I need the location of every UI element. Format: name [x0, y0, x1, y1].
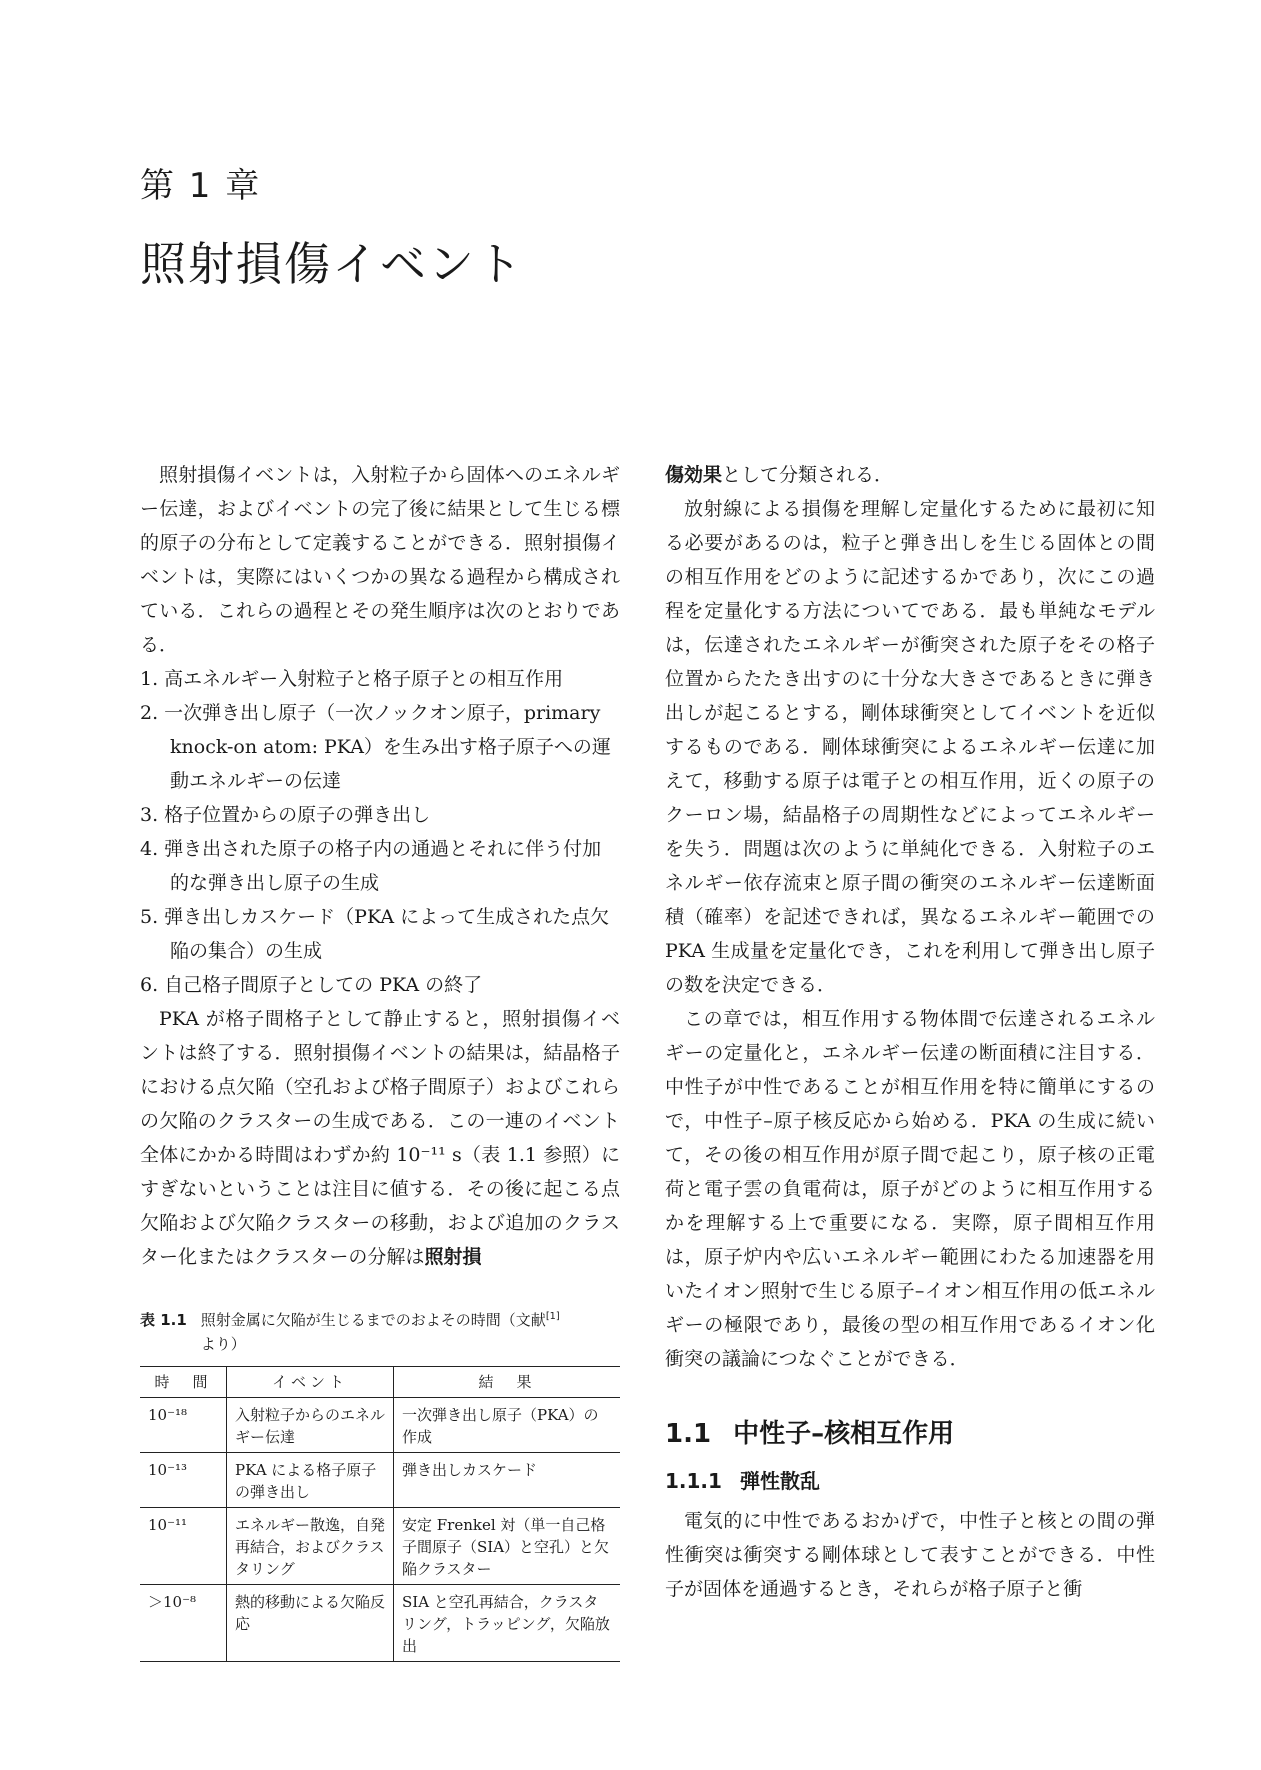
table-row: [140, 1508, 620, 1585]
chapter-title: 照射損傷イベント: [140, 237, 524, 291]
cell-time: 10⁻¹¹: [140, 1508, 227, 1585]
header-time: 時 間: [140, 1367, 227, 1398]
cell-result: 一次弾き出し原子（PKA）の作成: [394, 1398, 621, 1453]
caption-tail: より）: [200, 1335, 246, 1353]
table-caption-label: 表 1.1: [140, 1311, 187, 1329]
cell-time: ＞10⁻⁸: [140, 1585, 227, 1662]
pka-paragraph-bold: 照射損: [424, 1246, 482, 1268]
right-column: [665, 458, 1155, 1606]
table-row: [140, 1453, 620, 1508]
cell-time: 10⁻¹³: [140, 1453, 227, 1508]
subsection-heading: [665, 1464, 1155, 1498]
cell-result: 弾き出しカスケード: [394, 1453, 621, 1508]
subsection-title: 弾性散乱: [739, 1469, 820, 1493]
continuation-bold: 傷効果: [665, 464, 723, 486]
section-number: 1.1: [665, 1419, 712, 1449]
header-result: 結 果: [394, 1367, 621, 1398]
chapter-label: 第 1 章: [140, 166, 262, 206]
list-item: 1. 高エネルギー入射粒子と格子原子との相互作用: [140, 668, 564, 690]
cell-result: SIA と空孔再結合，クラスタリング，トラッピング，欠陥放出: [394, 1585, 621, 1662]
pka-paragraph: [140, 1002, 620, 1274]
section-title: 中性子–核相互作用: [733, 1419, 955, 1449]
list-item: 6. 自己格子間原子としての PKA の終了: [140, 974, 483, 996]
list-item: 5. 弾き出しカスケード（PKA によって生成された点欠陥の集合）の生成: [140, 906, 610, 962]
table-caption: [140, 1308, 620, 1356]
defect-time-table: [140, 1366, 620, 1662]
intro-paragraph: 照射損傷イベントは，入射粒子から固体へのエネルギー伝達，およびイベントの完了後に結果として生じる標的原子の分布として定義することができる．照射損傷イベントは，実際にはいくつかの異なる過程から構成されている．これらの過程とその発生順序は次のとおりである．: [140, 464, 620, 656]
table-row: [140, 1585, 620, 1662]
subsection-number: 1.1.1: [665, 1469, 722, 1493]
continuation-line: [665, 458, 1155, 492]
list-item: 4. 弾き出された原子の格子内の通過とそれに伴う付加的な弾き出し原子の生成: [140, 838, 602, 894]
damage-model-paragraph: 放射線による損傷を理解し定量化するために最初に知る必要があるのは，粒子と弾き出しを生じる固体との間の相互作用をどのように記述するかであり，次にこの過程を定量化する方法についてである．最も単純なモデルは，伝達されたエネルギーが衝突された原子をその格子位置からたたき出すのに十分な大きさであるときに弾き出しが起こるとする，剛体球衝突としてイベントを近似するものである．剛体球衝突によるエネルギー伝達に加えて，移動する原子は電子との相互作用，近くの原子のクーロン場，結晶格子の周期性などによってエネルギーを失う．問題は次のように単純化できる．入射粒子のエネルギー依存流束と原子間の衝突のエネルギー伝達断面積（確率）を記述できれば，異なるエネルギー範囲での PKA 生成量を定量化でき，これを利用して弾き出し原子の数を決定できる．: [665, 498, 1155, 996]
chapter-scope-paragraph: この章では，相互作用する物体間で伝達されるエネルギーの定量化と，エネルギー伝達の断面積に注目する．中性子が中性であることが相互作用を特に簡単にするので，中性子–原子核反応から始める．PKA の生成に続いて，その後の相互作用が原子間で起こり，原子核の正電荷と電子雲の負電荷は，原子がどのように相互作用するかを理解する上で重要になる．実際，原子間相互作用は，原子炉内や広いエネルギー範囲にわたる加速器を用いたイオン照射で生じる原子–イオン相互作用の低エネルギーの極限であり，最後の型の相互作用であるイオン化衝突の議論につなぐことができる．: [665, 1008, 1155, 1370]
cell-result: 安定 Frenkel 対（単一自己格子間原子（SIA）と空孔）と欠陥クラスター: [394, 1508, 621, 1585]
cell-event: エネルギー散逸，自発再結合，およびクラスタリング: [227, 1508, 394, 1585]
cell-event: 入射粒子からのエネルギー伝達: [227, 1398, 394, 1453]
list-item: 2. 一次弾き出し原子（一次ノックオン原子，primary knock-on atom: PKA）を生み出す格子原子への運動エネルギーの伝達: [140, 702, 611, 792]
caption-reference: [1]: [545, 1311, 560, 1322]
list-item: 3. 格子位置からの原子の弾き出し: [140, 804, 431, 826]
left-column: [140, 458, 620, 1662]
elastic-scattering-paragraph: 電気的に中性であるおかげで，中性子と核との間の弾性衝突は衝突する剛体球として表すことができる．中性子が固体を通過するとき，それらが格子原子と衝: [665, 1510, 1155, 1600]
table-caption-text: [201, 1308, 560, 1356]
table-header-row: [140, 1367, 620, 1398]
caption-text: 照射金属に欠陥が生じるまでのおよその時間（文献: [200, 1311, 546, 1329]
event-list: [140, 662, 620, 1002]
header-event: イベント: [227, 1367, 394, 1398]
cell-event: 熱的移動による欠陥反応: [227, 1585, 394, 1662]
cell-event: PKA による格子原子の弾き出し: [227, 1453, 394, 1508]
pka-paragraph-text: PKA が格子間格子として静止すると，照射損傷イベントは終了する．照射損傷イベントの結果は，結晶格子における点欠陥（空孔および格子間原子）およびこれらの欠陥のクラスターの生成である．この一連のイベント全体にかかる時間はわずか約 10⁻¹¹ s（表 1.1 参照）にすぎないということは注目に値する．その後に起こる点欠陥および欠陥クラスターの移動，および追加のクラスター化またはクラスターの分解は: [140, 1008, 620, 1268]
continuation-text: として分類される．: [722, 464, 894, 486]
table-row: [140, 1398, 620, 1453]
cell-time: 10⁻¹⁸: [140, 1398, 227, 1453]
section-heading: [665, 1414, 1155, 1454]
